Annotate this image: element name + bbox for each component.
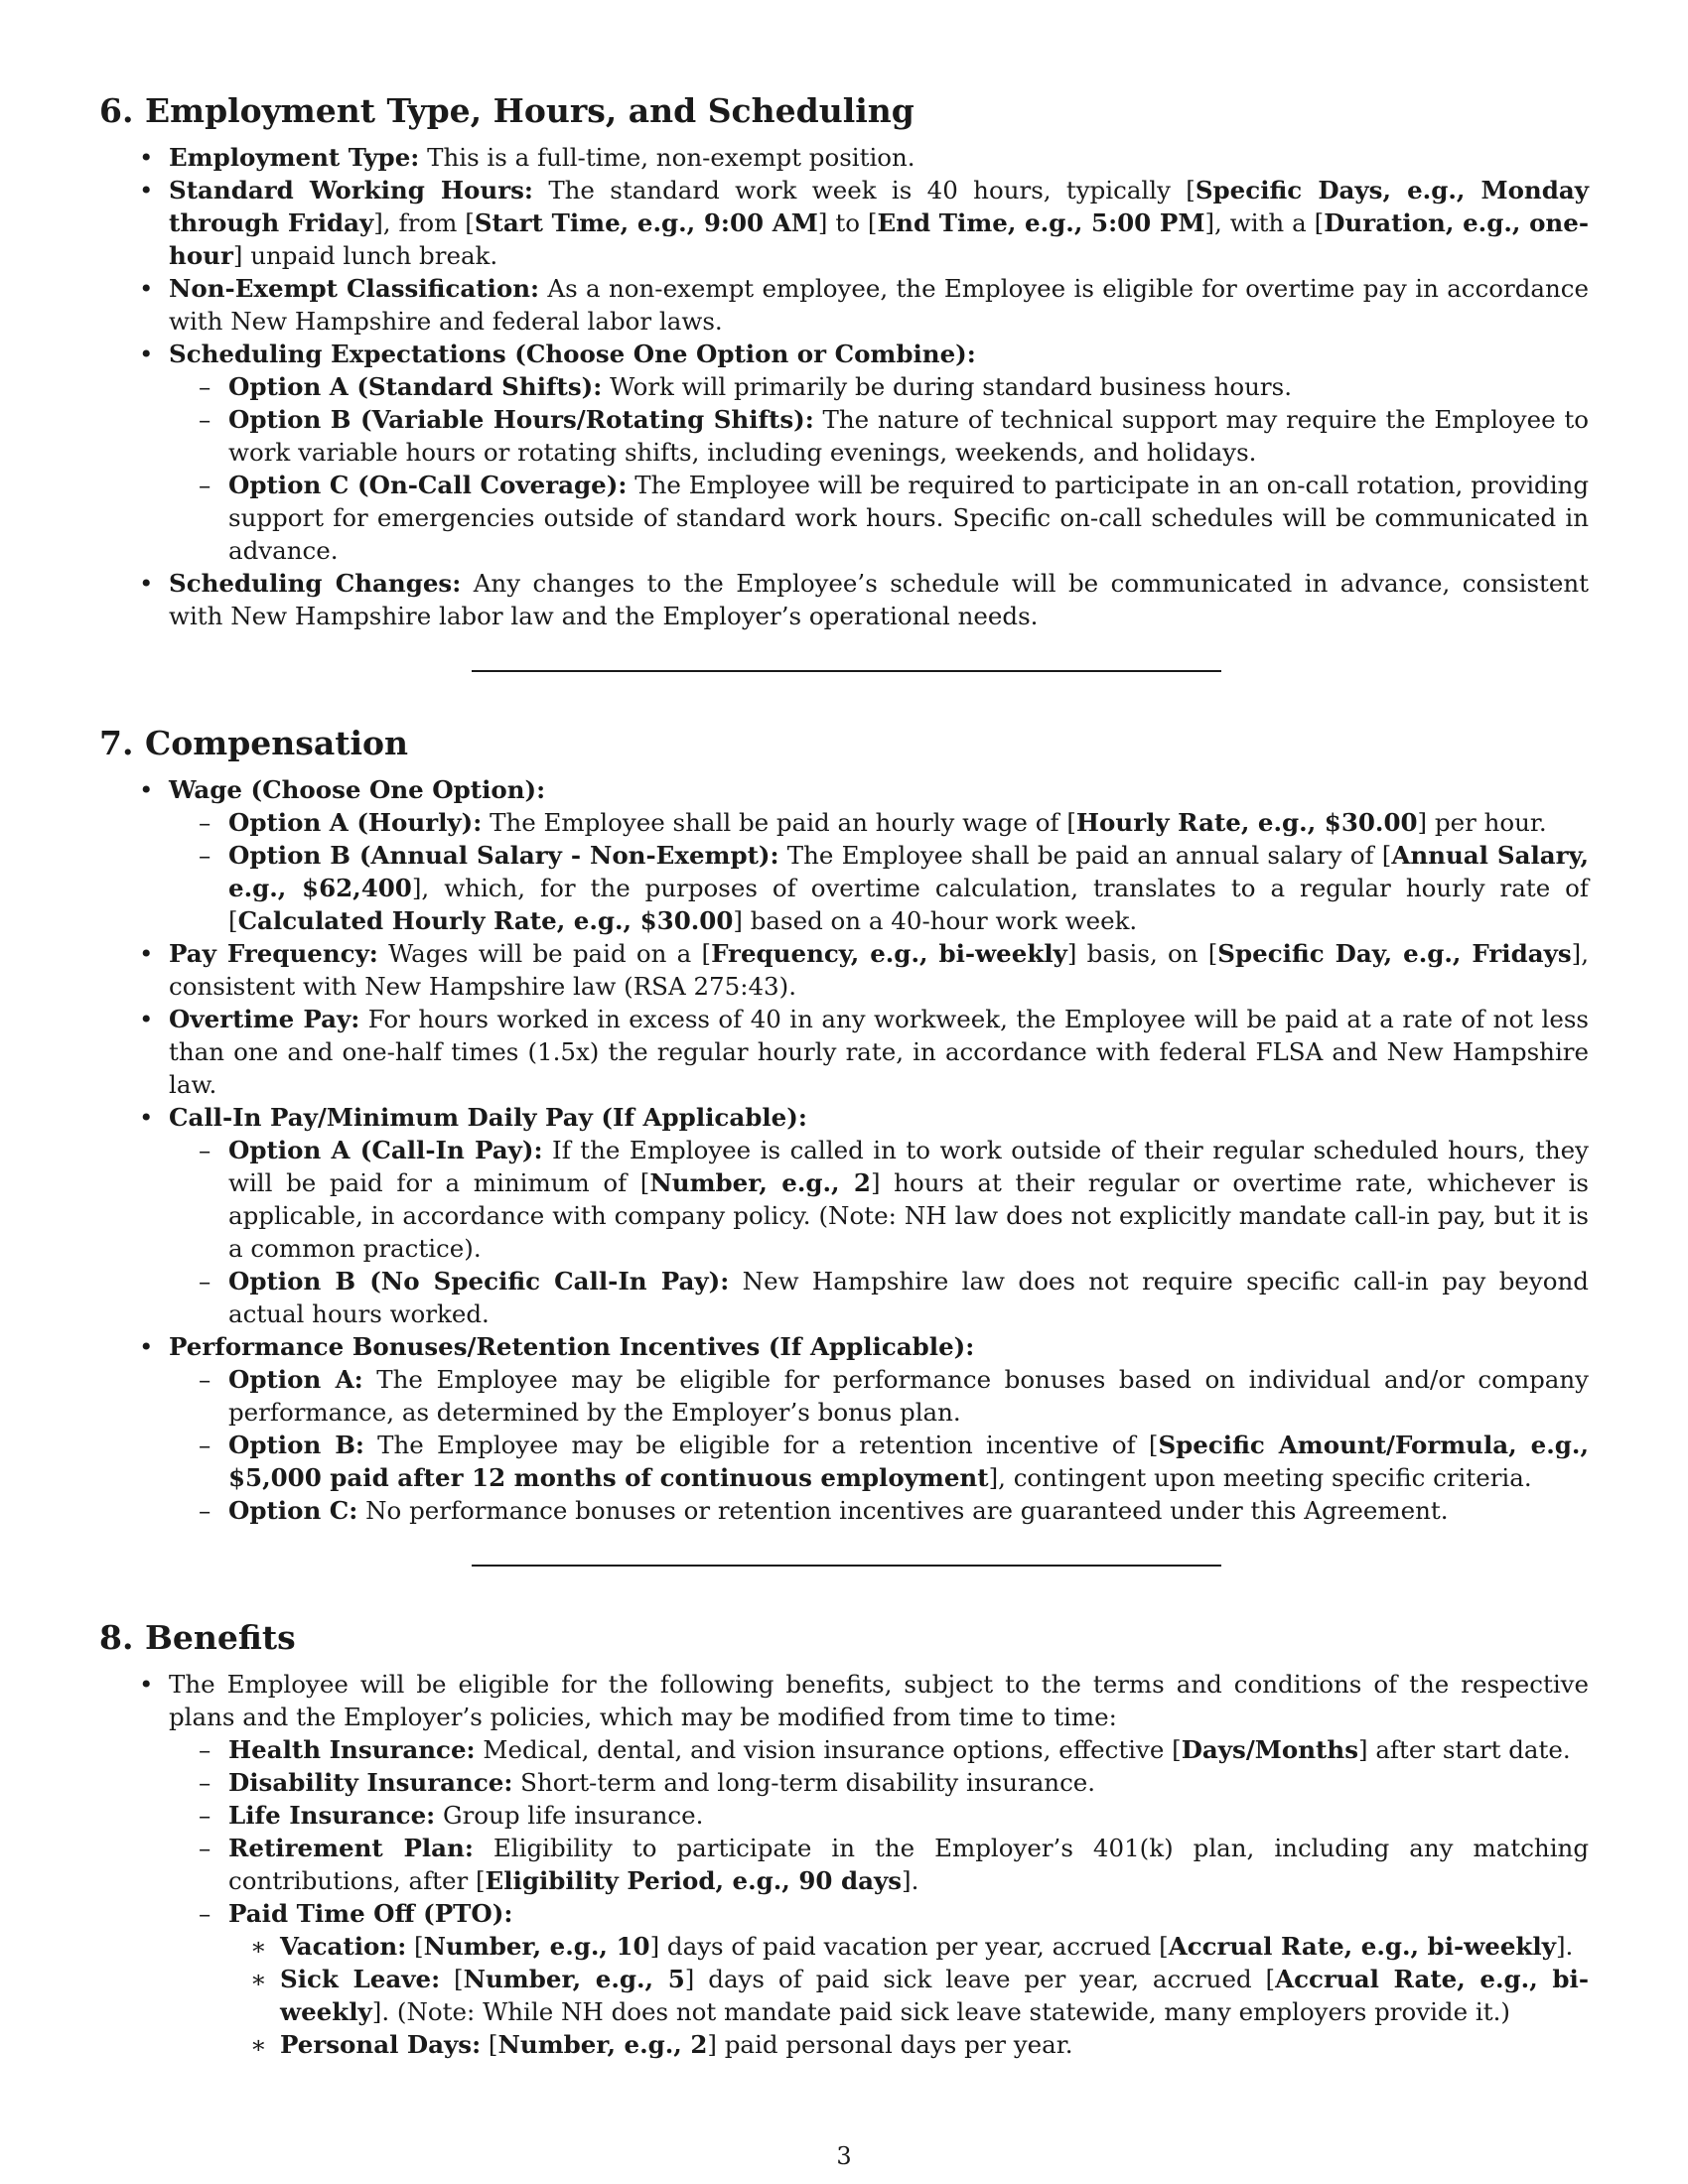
page-number: 3 <box>836 2142 852 2170</box>
horizontal-rule <box>472 1565 1221 1567</box>
sublist-item: – Option B (Annual Salary - Non-Exempt): The Employee shall be paid an annual salary of [Annual Salary, e.g., $62,400], which, for the purposes of overtime calculation, translates to a regular hourly rate of [Calculated Hourly Rate, e.g., $30.00] based on a 40-hour work week. <box>169 839 1589 937</box>
document-page <box>99 91 1589 2061</box>
section-7 <box>99 724 1589 1527</box>
list-item: • Call-In Pay/Minimum Daily Pay (If Applicable): – Option A (Call-In Pay): If the Employee is called in to work outside of their regular scheduled hours, they will be paid for a minimum of [Number, e.g., 2] hours at their regular or overtime rate, whichever is applicable, in accordance with company policy. (Note: NH law does not explicitly mandate call-in pay, but it is a common practice). – Option B (No Specific Call-In Pay): New Hampshire law does not require specific call-in pay beyond actual hours worked. <box>99 1101 1589 1330</box>
section-8-list <box>99 1668 1589 2061</box>
horizontal-rule <box>472 670 1221 672</box>
sublist <box>169 370 1589 567</box>
sub-sublist <box>228 1930 1589 2061</box>
sublist-item: – Disability Insurance: Short-term and long-term disability insurance. <box>169 1766 1589 1799</box>
section-7-heading: 7. Compensation <box>99 724 408 762</box>
sub-sublist-item: ∗ Vacation: [Number, e.g., 10] days of paid vacation per year, accrued [Accrual Rate, e.g., bi-weekly]. <box>228 1930 1589 1963</box>
list-item: • Scheduling Changes: Any changes to the Employee’s schedule will be communicated in advance, consistent with New Hampshire labor law and the Employer’s operational needs. <box>99 567 1589 632</box>
list-item: • Overtime Pay: For hours worked in excess of 40 in any workweek, the Employee will be paid at a rate of not less than one and one-half times (1.5x) the regular hourly rate, in accordance with federal FLSA and New Hampshire law. <box>99 1003 1589 1101</box>
sublist-item: – Option B: The Employee may be eligible for a retention incentive of [Specific Amount/Formula, e.g., $5,000 paid after 12 months of continuous employment], contingent upon meeting specific criteria. <box>169 1429 1589 1494</box>
list-item: • Standard Working Hours: The standard work week is 40 hours, typically [Specific Days, e.g., Monday through Friday], from [Start Time, e.g., 9:00 AM] to [End Time, e.g., 5:00 PM], with a [Duration, e.g., one-hour] unpaid lunch break. <box>99 174 1589 272</box>
sublist-item: – Retirement Plan: Eligibility to participate in the Employer’s 401(k) plan, including any matching contributions, after [Eligibility Period, e.g., 90 days]. <box>169 1832 1589 1897</box>
list-item: • Employment Type: This is a full-time, non-exempt position. <box>99 141 1589 174</box>
sublist-item: – Option A (Call-In Pay): If the Employee is called in to work outside of their regular scheduled hours, they will be paid for a minimum of [Number, e.g., 2] hours at their regular or overtime rate, whichever is applicable, in accordance with company policy. (Note: NH law does not explicitly mandate call-in pay, but it is a common practice). <box>169 1134 1589 1265</box>
sub-sublist-item: ∗ Sick Leave: [Number, e.g., 5] days of paid sick leave per year, accrued [Accrual Rate, e.g., bi-weekly]. (Note: While NH does not mandate paid sick leave statewide, many employers provide it.) <box>228 1963 1589 2028</box>
sublist-item: – Option A (Hourly): The Employee shall be paid an hourly wage of [Hourly Rate, e.g., $30.00] per hour. <box>169 806 1589 839</box>
sublist-item: – Option B (No Specific Call-In Pay): New Hampshire law does not require specific call-in pay beyond actual hours worked. <box>169 1265 1589 1330</box>
list-item: • Pay Frequency: Wages will be paid on a [Frequency, e.g., bi-weekly] basis, on [Specific Day, e.g., Fridays], consistent with New Hampshire law (RSA 275:43). <box>99 937 1589 1003</box>
sublist <box>169 806 1589 937</box>
list-item: • Non-Exempt Classification: As a non-exempt employee, the Employee is eligible for overtime pay in accordance with New Hampshire and federal labor laws. <box>99 272 1589 338</box>
list-item: • Scheduling Expectations (Choose One Option or Combine): – Option A (Standard Shifts): Work will primarily be during standard business hours. – Option B (Variable Hours/Rotating Shifts): The nature of technical support may require the Employee to work variable hours or rotating shifts, including evenings, weekends, and holidays. – Option C (On-Call Coverage): The Employee will be required to participate in an on-call rotation, providing support for emergencies outside of standard work hours. Specific on-call schedules will be communicated in advance. <box>99 338 1589 567</box>
section-6 <box>99 91 1589 632</box>
sublist <box>169 1363 1589 1527</box>
sublist-item: – Option C: No performance bonuses or retention incentives are guaranteed under this Agreement. <box>169 1494 1589 1527</box>
list-item: • The Employee will be eligible for the following benefits, subject to the terms and conditions of the respective plans and the Employer’s policies, which may be modified from time to time: – Health Insurance: Medical, dental, and vision insurance options, effective [Days/Months] after start date. – Disability Insurance: Short-term and long-term disability insurance. – Life Insurance: Group life insurance. – Retirement Plan: Eligibility to participate in the Employer’s 401(k) plan, including any matching contributions, after [Eligibility Period, e.g., 90 days]. – Paid Time Off (PTO): ∗ Vacation: [Number, e.g., 10] days of paid vacation per year, accrued [Accrual Rate, e.g., bi-weekly]. ∗ Sick Leave: [Number, e.g., 5] days of paid sick leave per year, accrued [Accrual Rate, e.g., bi-weekly]. (Note: While NH does not mandate paid sick leave statewide, many employers provide it.) ∗ Personal Days: [Number, e.g., 2] paid personal days per year. <box>99 1668 1589 2061</box>
sublist-item: – Life Insurance: Group life insurance. <box>169 1799 1589 1832</box>
sublist-item: – Option B (Variable Hours/Rotating Shifts): The nature of technical support may require the Employee to work variable hours or rotating shifts, including evenings, weekends, and holidays. <box>169 403 1589 469</box>
sublist-item: – Option A (Standard Shifts): Work will primarily be during standard business hours. <box>169 370 1589 403</box>
sublist-item: – Paid Time Off (PTO): ∗ Vacation: [Number, e.g., 10] days of paid vacation per year, accrued [Accrual Rate, e.g., bi-weekly]. ∗ Sick Leave: [Number, e.g., 5] days of paid sick leave per year, accrued [Accrual Rate, e.g., bi-weekly]. (Note: While NH does not mandate paid sick leave statewide, many employers provide it.) ∗ Personal Days: [Number, e.g., 2] paid personal days per year. <box>169 1897 1589 2061</box>
section-7-list <box>99 773 1589 1527</box>
section-6-heading: 6. Employment Type, Hours, and Scheduling <box>99 91 914 130</box>
list-item: • Performance Bonuses/Retention Incentives (If Applicable): – Option A: The Employee may be eligible for performance bonuses based on individual and/or company performance, as determined by the Employer’s bonus plan. – Option B: The Employee may be eligible for a retention incentive of [Specific Amount/Formula, e.g., $5,000 paid after 12 months of continuous employment], contingent upon meeting specific criteria. – Option C: No performance bonuses or retention incentives are guaranteed under this Agreement. <box>99 1330 1589 1527</box>
section-8-heading: 8. Benefits <box>99 1618 296 1657</box>
sublist <box>169 1733 1589 2061</box>
sublist-item: – Option C (On-Call Coverage): The Employee will be required to participate in an on-call rotation, providing support for emergencies outside of standard work hours. Specific on-call schedules will be communicated in advance. <box>169 469 1589 567</box>
list-item: • Wage (Choose One Option): – Option A (Hourly): The Employee shall be paid an hourly wage of [Hourly Rate, e.g., $30.00] per hour. – Option B (Annual Salary - Non-Exempt): The Employee shall be paid an annual salary of [Annual Salary, e.g., $62,400], which, for the purposes of overtime calculation, translates to a regular hourly rate of [Calculated Hourly Rate, e.g., $30.00] based on a 40-hour work week. <box>99 773 1589 937</box>
sub-sublist-item: ∗ Personal Days: [Number, e.g., 2] paid personal days per year. <box>228 2028 1589 2061</box>
section-8 <box>99 1618 1589 2061</box>
section-6-list <box>99 141 1589 632</box>
sublist <box>169 1134 1589 1330</box>
sublist-item: – Health Insurance: Medical, dental, and vision insurance options, effective [Days/Months] after start date. <box>169 1733 1589 1766</box>
sublist-item: – Option A: The Employee may be eligible for performance bonuses based on individual and/or company performance, as determined by the Employer’s bonus plan. <box>169 1363 1589 1429</box>
